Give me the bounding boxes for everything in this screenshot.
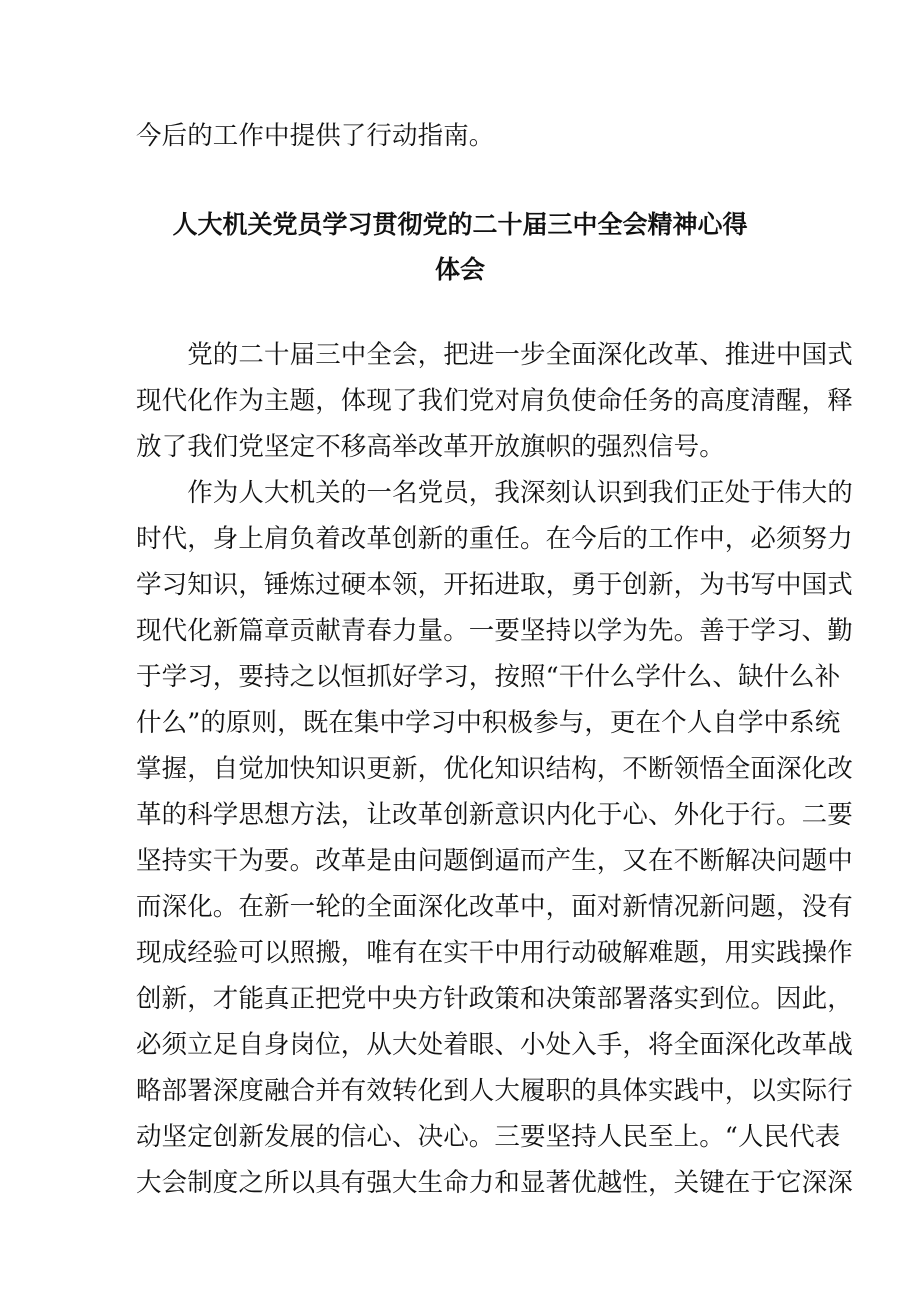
paragraph-line: 什么”的原则，既在集中学习中积极参与，更在个人自学中系统: [136, 708, 841, 738]
paragraph-line: 坚持实干为要。改革是由问题倒逼而产生，又在不断解决问题中: [136, 846, 853, 876]
paragraph-line: 而深化。在新一轮的全面深化改革中，面对新情况新问题，没有: [136, 892, 853, 922]
paragraph-line: 大会制度之所以具有强大生命力和显著优越性，关键在于它深深: [136, 1168, 853, 1198]
paragraph-line: 革的科学思想方法，让改革创新意识内化于心、外化于行。二要: [136, 800, 853, 830]
paragraph-line: 创新，才能真正把党中央方针政策和决策部署落实到位。因此，: [136, 984, 853, 1014]
paragraph-line: 党的二十届三中全会，把进一步全面深化改革、推进中国式: [136, 340, 853, 370]
paragraph-line: 放了我们党坚定不移高举改革开放旗帜的强烈信号。: [136, 432, 725, 462]
paragraph-line: 略部署深度融合并有效转化到人大履职的具体实践中，以实际行: [136, 1076, 853, 1106]
paragraph-line: 作为人大机关的一名党员，我深刻认识到我们正处于伟大的: [136, 478, 853, 508]
paragraph-line: 必须立足自身岗位，从大处着眼、小处入手，将全面深化改革战: [136, 1030, 853, 1060]
paragraph-line: 时代，身上肩负着改革创新的重任。在今后的工作中，必须努力: [136, 524, 853, 554]
paragraph-line: 现成经验可以照搬，唯有在实干中用行动破解难题，用实践操作: [136, 938, 853, 968]
carryover-text-line: 今后的工作中提供了行动指南。: [136, 121, 495, 151]
paragraph-line: 动坚定创新发展的信心、决心。三要坚持人民至上。“人民代表: [136, 1122, 841, 1152]
paragraph-line: 掌握，自觉加快知识更新，优化知识结构，不断领悟全面深化改: [136, 754, 853, 784]
article-title-line-2: 体会: [434, 255, 485, 284]
paragraph-line: 现代化作为主题，体现了我们党对肩负使命任务的高度清醒，释: [136, 386, 853, 416]
article-title-line-1: 人大机关党员学习贯彻党的二十届三中全会精神心得: [172, 210, 748, 239]
paragraph-line: 于学习，要持之以恒抓好学习，按照“干什么学什么、缺什么补: [136, 662, 841, 692]
paragraph-line: 现代化新篇章贡献青春力量。一要坚持以学为先。善于学习、勤: [136, 616, 853, 646]
paragraph-line: 学习知识，锤炼过硬本领，开拓进取，勇于创新，为书写中国式: [136, 570, 853, 600]
